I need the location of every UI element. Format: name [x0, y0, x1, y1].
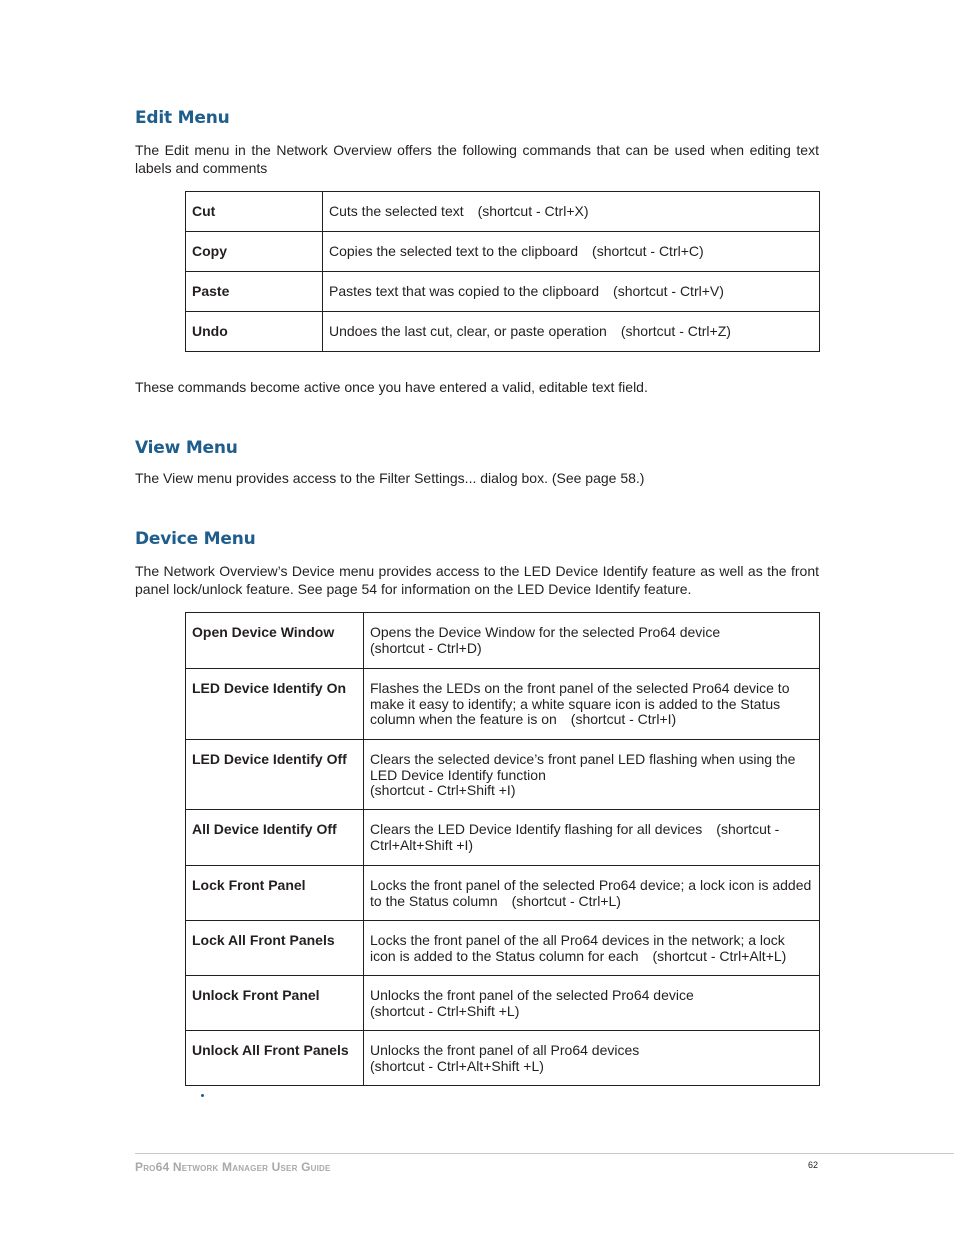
command-name: Paste	[186, 272, 323, 312]
command-name: Copy	[186, 232, 323, 272]
edit-menu-table	[185, 191, 820, 352]
bullet-dot	[201, 1094, 204, 1097]
table-row	[186, 613, 820, 669]
command-name: Unlock All Front Panels	[186, 1031, 364, 1086]
command-name: Undo	[186, 312, 323, 352]
command-name: All Device Identify Off	[186, 810, 364, 866]
table-row	[186, 1031, 820, 1086]
command-shortcut: (shortcut - Ctrl+D)	[370, 639, 482, 656]
command-description: Copies the selected text to the clipboard (shortcut - Ctrl+C)	[323, 232, 820, 272]
command-description: Unlocks the front panel of all Pro64 devices (shortcut - Ctrl+Alt+Shift +L)	[364, 1031, 820, 1086]
table-row	[186, 810, 820, 866]
command-name: Cut	[186, 192, 323, 232]
command-shortcut: (shortcut - Ctrl+I)	[570, 711, 677, 727]
view-menu-heading: View Menu	[135, 438, 238, 458]
command-description: Clears the LED Device Identify flashing for all devices (shortcut - Ctrl+Alt+Shift +I)	[364, 810, 820, 866]
command-description: Unlocks the front panel of the selected Pro64 device (shortcut - Ctrl+Shift +L)	[364, 976, 820, 1031]
command-description: Locks the front panel of the all Pro64 devices in the network; a lock icon is added to the Status column for each (shortcut - Ctrl+Alt+L)	[364, 921, 820, 976]
command-description: Pastes text that was copied to the clipboard (shortcut - Ctrl+V)	[323, 272, 820, 312]
command-name: LED Device Identify Off	[186, 740, 364, 810]
edit-menu-note: These commands become active once you have entered a valid, editable text field.	[135, 379, 648, 395]
table-row	[186, 740, 820, 810]
device-menu-intro: The Network Overview’s Device menu provides access to the LED Device Identify feature as well as the front panel lock/unlock feature. See page 54 for information on the LED Device Identify feature.	[135, 563, 819, 597]
command-shortcut: (shortcut - Ctrl+C)	[592, 242, 704, 259]
edit-menu-heading: Edit Menu	[135, 108, 230, 128]
table-row	[186, 669, 820, 740]
footer-divider	[135, 1153, 954, 1154]
command-name: Open Device Window	[186, 613, 364, 669]
command-description: Cuts the selected text (shortcut - Ctrl+X)	[323, 192, 820, 232]
view-menu-intro: The View menu provides access to the Filter Settings... dialog box. (See page 58.)	[135, 470, 645, 486]
table-row	[186, 232, 820, 272]
command-shortcut: (shortcut - Ctrl+V)	[613, 282, 724, 299]
command-description: Clears the selected device’s front panel LED flashing when using the LED Device Identify function (shortcut - Ctrl+Shift +I)	[364, 740, 820, 810]
command-shortcut: (shortcut - Ctrl+Shift +I)	[370, 782, 516, 798]
command-shortcut: (shortcut - Ctrl+Alt+L)	[652, 947, 787, 964]
page-number: 62	[808, 1160, 819, 1170]
table-row	[186, 866, 820, 921]
command-description: Undoes the last cut, clear, or paste operation (shortcut - Ctrl+Z)	[323, 312, 820, 352]
command-name: Lock All Front Panels	[186, 921, 364, 976]
command-shortcut: (shortcut - Ctrl+Alt+Shift +I)	[370, 821, 780, 853]
table-row	[186, 272, 820, 312]
device-menu-table	[185, 612, 820, 1086]
table-row	[186, 976, 820, 1031]
table-row	[186, 312, 820, 352]
footer-title: Pro64 Network Manager User Guide	[135, 1160, 331, 1174]
command-shortcut: (shortcut - Ctrl+Z)	[620, 322, 731, 339]
command-description: Opens the Device Window for the selected Pro64 device (shortcut - Ctrl+D)	[364, 613, 820, 669]
command-description: Flashes the LEDs on the front panel of the selected Pro64 device to make it easy to identify; a white square icon is added to the Status column when the feature is on (shortcut - Ctrl+I)	[364, 669, 820, 740]
device-menu-heading: Device Menu	[135, 529, 256, 549]
command-description: Locks the front panel of the selected Pro64 device; a lock icon is added to the Status column (shortcut - Ctrl+L)	[364, 866, 820, 921]
table-row	[186, 921, 820, 976]
command-name: Unlock Front Panel	[186, 976, 364, 1031]
command-shortcut: (shortcut - Ctrl+L)	[511, 892, 621, 909]
command-shortcut: (shortcut - Ctrl+Shift +L)	[370, 1002, 520, 1019]
command-shortcut: (shortcut - Ctrl+Alt+Shift +L)	[370, 1057, 544, 1074]
command-name: Lock Front Panel	[186, 866, 364, 921]
edit-menu-intro: The Edit menu in the Network Overview offers the following commands that can be used when editing text labels and comments	[135, 142, 819, 176]
command-name: LED Device Identify On	[186, 669, 364, 740]
command-shortcut: (shortcut - Ctrl+X)	[477, 202, 589, 219]
table-row	[186, 192, 820, 232]
